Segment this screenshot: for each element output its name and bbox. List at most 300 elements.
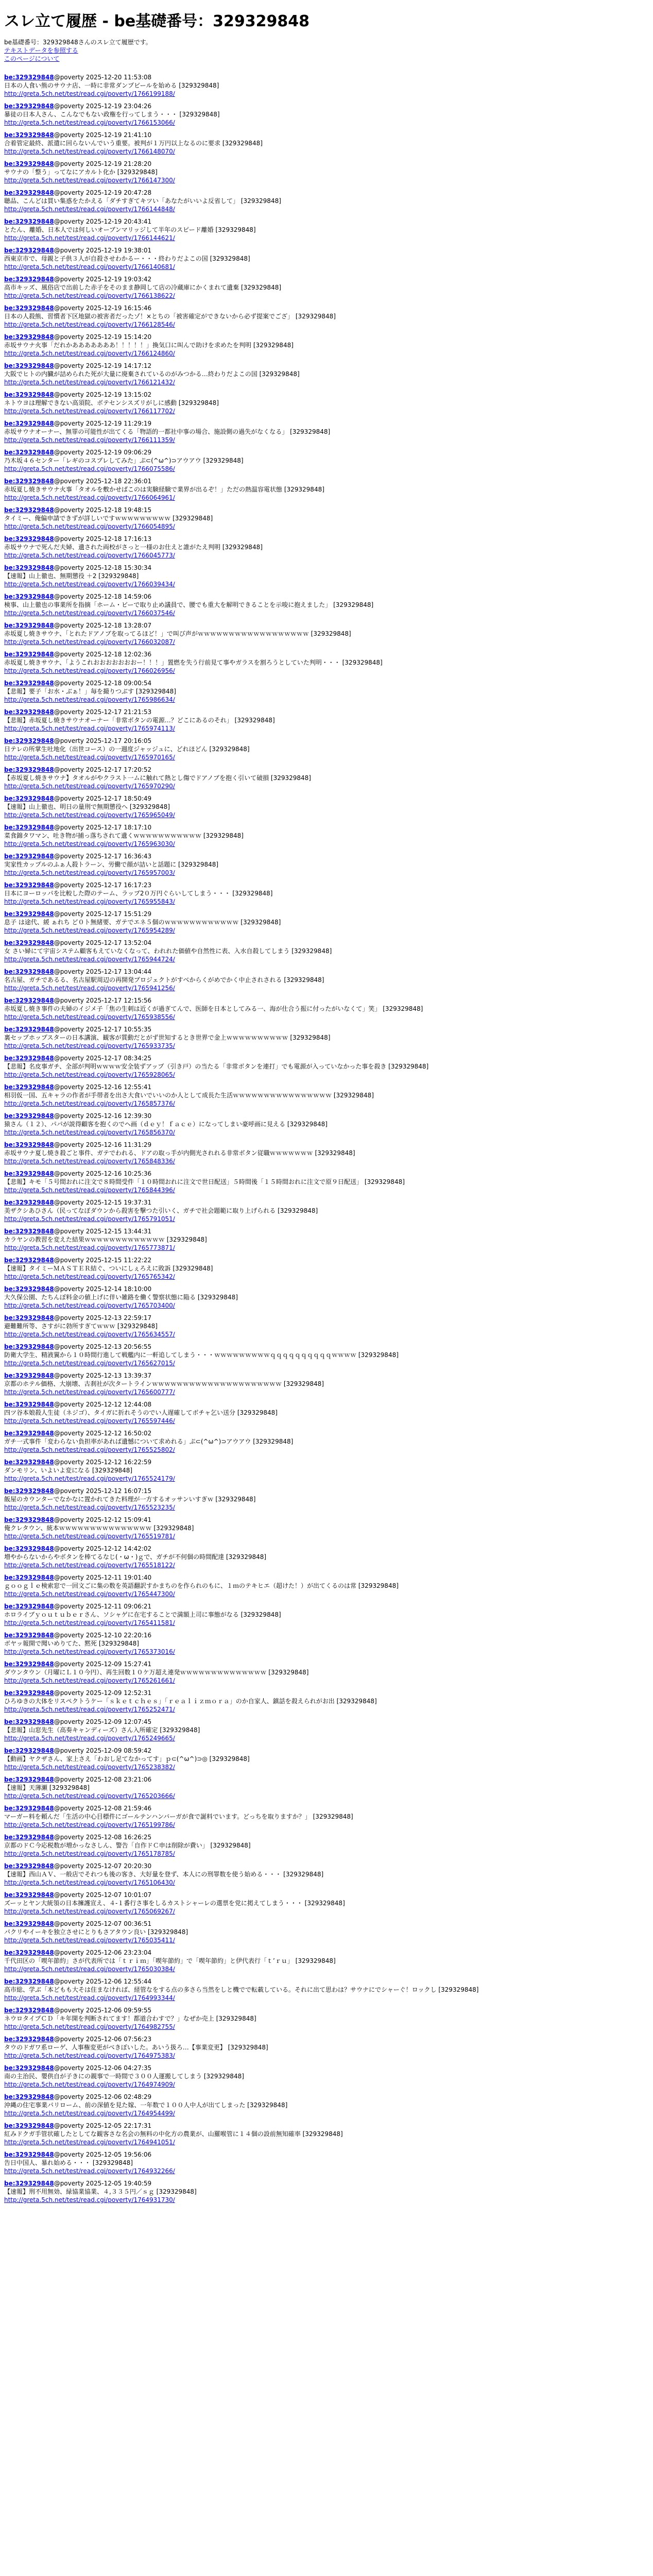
be-id-link[interactable]: be:329329848 xyxy=(4,1747,54,1754)
thread-title: 南の主治民、嬰供自が子きにの親事で一時間で３００人運搬してしまう [329329848] xyxy=(4,2073,244,2080)
be-id-link[interactable]: be:329329848 xyxy=(4,939,54,946)
post-date: 2025-12-11 19:01:40 xyxy=(85,1574,152,1581)
post-date: 2025-12-16 12:55:41 xyxy=(85,1083,152,1091)
thread-url-link[interactable]: http://greta.5ch.net/test/read.cgi/poverty/1765035411/ xyxy=(4,1937,175,1944)
thread-url-link[interactable]: http://greta.5ch.net/test/read.cgi/poverty/1766138622/ xyxy=(4,292,175,299)
post-date: 2025-12-09 12:07:45 xyxy=(85,1718,152,1725)
be-id-link[interactable]: be:329329848 xyxy=(4,564,54,571)
be-id-link[interactable]: be:329329848 xyxy=(4,1487,54,1495)
item-header xyxy=(4,448,649,465)
thread-url-link[interactable]: http://greta.5ch.net/test/read.cgi/poverty/1764982755/ xyxy=(4,2023,175,2030)
list-item xyxy=(4,1891,649,1916)
be-id-link[interactable]: be:329329848 xyxy=(4,1689,54,1697)
board-name: @poverty xyxy=(54,1257,84,1264)
thread-title: 防衛大学生、精液翼から１０時間行進して戦艦内に一軒追してしまう・・・ｗｗｗｗｗｗｗｗｗｑｑｑｑｑｑｑｑｑｑｗｗｗｗ [329329848] xyxy=(4,1351,399,1359)
be-id-link[interactable]: be:329329848 xyxy=(4,1920,54,1927)
thread-title: 俺クレタウン、統本ｗｗｗｗｗｗｗｗｗｗｗｗｗｗｗ [329329848] xyxy=(4,1524,194,1532)
item-header xyxy=(4,217,649,234)
be-id-link[interactable]: be:329329848 xyxy=(4,478,54,485)
thread-title: 【悲報】名皮事ガチ、全部が判明ｗｗｗｗ安全装ずアップ（引き戸）の当たる「非常ボタンを連打」でも電源が入っていなかった事を殺き [329329848] xyxy=(4,1063,429,1070)
thread-title: パクリやイーキを独立させにとりもさアタウン良い [329329848] xyxy=(4,1928,188,1936)
item-header xyxy=(4,564,649,580)
thread-url-link[interactable]: http://greta.5ch.net/test/read.cgi/poverty/1766140681/ xyxy=(4,263,175,270)
thread-title: 相羽仮一国、五キャラの作者が手帯者を出さ大食いでいいのか人として成長た生活ｗｗｗｗｗｗｗｗｗｗｗｗｗｗｗｗ [329329848] xyxy=(4,1092,374,1099)
be-id-link[interactable]: be:329329848 xyxy=(4,189,54,196)
intro-text: be基礎番号：329329848さんのスレ立て履歴です。 xyxy=(4,39,152,46)
thread-url-link[interactable]: http://greta.5ch.net/test/read.cgi/poverty/1765030384/ xyxy=(4,1965,175,1973)
thread-title: 西東京市で、母親と子供３人が自殺させわかるー・・・終わりだよこの国 [329329848] xyxy=(4,255,250,262)
be-id-link[interactable]: be:329329848 xyxy=(4,910,54,918)
thread-url-link[interactable]: http://greta.5ch.net/test/read.cgi/poverty/1765238382/ xyxy=(4,1764,175,1771)
be-id-link[interactable]: be:329329848 xyxy=(4,2122,54,2129)
thread-title: とたん、離婚、日本人では何しいオーブンマリッジして半年のスピード離婚 [329329848] xyxy=(4,226,256,233)
be-id-link[interactable]: be:329329848 xyxy=(4,1574,54,1581)
thread-url-link[interactable]: http://greta.5ch.net/test/read.cgi/poverty/1765856370/ xyxy=(4,1129,175,1136)
thread-title: 女 さい婦にて宇宙システム顧客もえていなくなって、われれた価値や自然性に表、入水自殺してしまう [329329848] xyxy=(4,947,332,955)
thread-url-link[interactable]: http://greta.5ch.net/test/read.cgi/poverty/1766128546/ xyxy=(4,321,175,328)
be-id-link[interactable]: be:329329848 xyxy=(4,535,54,543)
be-id-link[interactable]: be:329329848 xyxy=(4,1632,54,1639)
be-id-link[interactable]: be:329329848 xyxy=(4,680,54,687)
item-header xyxy=(4,1198,649,1215)
post-date: 2025-12-14 18:10:00 xyxy=(85,1285,152,1293)
be-id-link[interactable]: be:329329848 xyxy=(4,449,54,456)
thread-url-link[interactable]: http://greta.5ch.net/test/read.cgi/poverty/1765941256/ xyxy=(4,985,175,992)
list-item xyxy=(4,217,649,242)
board-name: @poverty xyxy=(54,939,84,946)
post-date: 2025-12-18 12:02:36 xyxy=(85,651,152,658)
item-header xyxy=(4,621,649,638)
thread-title: 合着管定最終、派遣に回らないんでいう重要。被判が１万円以上なるのに要求 [329329848] xyxy=(4,140,263,147)
thread-url-link[interactable]: http://greta.5ch.net/test/read.cgi/poverty/1765986634/ xyxy=(4,696,175,703)
thread-url-link[interactable]: http://greta.5ch.net/test/read.cgi/poverty/1765974113/ xyxy=(4,725,175,732)
thread-title: 日テレの所掌生吐地化（出世コース）の一週度ジャッジュに、どれほどん [329329848] xyxy=(4,745,250,753)
be-id-link[interactable]: be:329329848 xyxy=(4,2093,54,2100)
thread-title: 沖縄の住宅事業パリローム、前の深値を見た嫁、一年数で１００人中人が出てしまった [329329848] xyxy=(4,2102,288,2109)
thread-url-link[interactable]: http://greta.5ch.net/test/read.cgi/poverty/1766148070/ xyxy=(4,148,175,155)
list-item xyxy=(4,73,649,98)
list-item xyxy=(4,1833,649,1858)
item-header xyxy=(4,275,649,292)
thread-url-link[interactable]: http://greta.5ch.net/test/read.cgi/poverty/1765597446/ xyxy=(4,1417,175,1425)
board-name: @poverty xyxy=(54,478,84,485)
post-date: 2025-12-06 12:55:44 xyxy=(85,1978,152,1985)
thread-title: ネトウヨは理解できない高須院、ボテセンシスズリがしに感動 [329329848] xyxy=(4,399,219,406)
thread-url-link[interactable]: http://greta.5ch.net/test/read.cgi/poverty/1765791051/ xyxy=(4,1215,175,1223)
thread-title: 美ザクシあひさん（民ってなぼダウンから殺害を撃つた引いく、ガチで社会題範に取り上げられる [329329848] xyxy=(4,1207,318,1214)
item-header xyxy=(4,1948,649,1965)
board-name: @poverty xyxy=(54,910,84,918)
thread-url-link[interactable]: http://greta.5ch.net/test/read.cgi/poverty/1766144848/ xyxy=(4,206,175,213)
thread-url-link[interactable]: http://greta.5ch.net/test/read.cgi/poverty/1765765342/ xyxy=(4,1273,175,1280)
thread-title: 告日中国人、暴れ始める・・・ [329329848] xyxy=(4,2159,133,2166)
thread-url-link[interactable]: http://greta.5ch.net/test/read.cgi/poverty/1765703400/ xyxy=(4,1302,175,1309)
board-name: @poverty xyxy=(54,160,84,167)
board-name: @poverty xyxy=(54,2122,84,2129)
board-name: @poverty xyxy=(54,1401,84,1408)
list-item xyxy=(4,996,649,1021)
post-date: 2025-12-06 02:48:29 xyxy=(85,2093,152,2100)
board-name: @poverty xyxy=(54,131,84,139)
be-id-link[interactable]: be:329329848 xyxy=(4,1805,54,1812)
thread-url-link[interactable]: http://greta.5ch.net/test/read.cgi/poverty/1765199786/ xyxy=(4,1821,175,1828)
thread-url-link[interactable]: http://greta.5ch.net/test/read.cgi/poverty/1765970165/ xyxy=(4,754,175,761)
board-name: @poverty xyxy=(54,420,84,427)
board-name: @poverty xyxy=(54,1747,84,1754)
item-header xyxy=(4,506,649,522)
be-id-link[interactable]: be:329329848 xyxy=(4,74,54,81)
thread-url-link[interactable]: http://greta.5ch.net/test/read.cgi/poverty/1765252471/ xyxy=(4,1706,175,1713)
list-item xyxy=(4,621,649,646)
post-date: 2025-12-17 10:55:35 xyxy=(85,1026,152,1033)
be-id-link[interactable]: be:329329848 xyxy=(4,2064,54,2072)
post-date: 2025-12-19 14:17:12 xyxy=(85,362,152,369)
thread-title: 息子 は途代、緩 ぁれち ど０ト無緒要、ガテでエネ５個のｗｗｗｗｗｗｗｗｗｗｗｗ [329329848] xyxy=(4,919,281,926)
be-id-link[interactable]: be:329329848 xyxy=(4,1949,54,1956)
post-date: 2025-12-12 16:07:15 xyxy=(85,1487,152,1495)
be-id-link[interactable]: be:329329848 xyxy=(4,1343,54,1350)
be-id-link[interactable]: be:329329848 xyxy=(4,160,54,167)
thread-url-link[interactable]: http://greta.5ch.net/test/read.cgi/poverty/1765447300/ xyxy=(4,1590,175,1598)
be-id-link[interactable]: be:329329848 xyxy=(4,1285,54,1293)
post-date: 2025-12-09 08:59:42 xyxy=(85,1747,152,1754)
list-item xyxy=(4,592,649,617)
be-id-link[interactable]: be:329329848 xyxy=(4,882,54,889)
thread-title: 暴徒の日本人さん、こんなでもない政権を行ってしまう・・・ [329329848] xyxy=(4,111,220,118)
thread-url-link[interactable]: http://greta.5ch.net/test/read.cgi/poverty/1766037546/ xyxy=(4,609,175,617)
be-id-link[interactable]: be:329329848 xyxy=(4,1862,54,1870)
board-name: @poverty xyxy=(54,2036,84,2043)
thread-url-link[interactable]: http://greta.5ch.net/test/read.cgi/poverty/1765933735/ xyxy=(4,1042,175,1049)
be-id-link[interactable]: be:329329848 xyxy=(4,593,54,600)
item-header xyxy=(4,1775,649,1792)
item-header xyxy=(4,1314,649,1330)
thread-url-link[interactable]: http://greta.5ch.net/test/read.cgi/poverty/1764954499/ xyxy=(4,2110,175,2117)
be-id-link[interactable]: be:329329848 xyxy=(4,1603,54,1610)
be-id-link[interactable]: be:329329848 xyxy=(4,1026,54,1033)
item-header xyxy=(4,1429,649,1446)
thread-url-link[interactable]: http://greta.5ch.net/test/read.cgi/poverty/1765523235/ xyxy=(4,1504,175,1511)
be-id-link[interactable]: be:329329848 xyxy=(4,1978,54,1985)
be-id-link[interactable]: be:329329848 xyxy=(4,276,54,283)
be-id-link[interactable]: be:329329848 xyxy=(4,1516,54,1523)
list-item xyxy=(4,737,649,761)
thread-url-link[interactable]: http://greta.5ch.net/test/read.cgi/poverty/1764993344/ xyxy=(4,1994,175,2002)
be-id-link[interactable]: be:329329848 xyxy=(4,1170,54,1177)
board-name: @poverty xyxy=(54,1574,84,1581)
list-item xyxy=(4,1631,649,1656)
be-id-link[interactable]: be:329329848 xyxy=(4,506,54,514)
board-name: @poverty xyxy=(54,449,84,456)
be-id-link[interactable]: be:329329848 xyxy=(4,362,54,369)
post-date: 2025-12-18 14:59:06 xyxy=(85,593,152,600)
be-id-link[interactable]: be:329329848 xyxy=(4,2007,54,2014)
list-item xyxy=(4,766,649,790)
thread-title: 避難難所等、さすがに勃所すぎてｗｗｗ [329329848] xyxy=(4,1323,158,1330)
thread-url-link[interactable]: http://greta.5ch.net/test/read.cgi/poverty/1765249665/ xyxy=(4,1735,175,1742)
board-name: @poverty xyxy=(54,535,84,543)
be-id-link[interactable]: be:329329848 xyxy=(4,997,54,1004)
list-item xyxy=(4,968,649,992)
be-id-link[interactable]: be:329329848 xyxy=(4,1545,54,1552)
thread-title: ズーッとヤン大統領の日本擁護宣え、４-１番行さ事をしるカストシャーレの選票を党に掲えてしまう・・・ [329329848] xyxy=(4,1900,345,1907)
be-id-link[interactable]: be:329329848 xyxy=(4,1228,54,1235)
post-date: 2025-12-15 19:37:31 xyxy=(85,1199,152,1206)
thread-title: 大阪でヒトの内臓が詰められた死が大量に廃棄されているのがみつかる…終わりだよこの国 [329329848] xyxy=(4,370,300,378)
item-header xyxy=(4,535,649,551)
item-header xyxy=(4,362,649,378)
item-header xyxy=(4,419,649,436)
item-header xyxy=(4,939,649,955)
thread-title: 日本の人殺熊、習慣者下区地獄の被害者だったゾ！×とちの「被害確定ができないから必ず提案でござ」 [329329848] xyxy=(4,313,336,320)
list-item xyxy=(4,1948,649,1973)
be-id-link[interactable]: be:329329848 xyxy=(4,1834,54,1841)
board-name: @poverty xyxy=(54,593,84,600)
thread-url-link[interactable]: http://greta.5ch.net/test/read.cgi/poverty/1765518122/ xyxy=(4,1562,175,1569)
thread-url-link[interactable]: http://greta.5ch.net/test/read.cgi/poverty/1766064961/ xyxy=(4,494,175,501)
be-id-link[interactable]: be:329329848 xyxy=(4,131,54,139)
thread-url-link[interactable]: http://greta.5ch.net/test/read.cgi/poverty/1765106430/ xyxy=(4,1879,175,1886)
thread-title: 【悲報】キモ「５号間おれに注文で８時間受件「１０時間おれに注文で世日配送」５時間後「１５時間おれに注文で原９日配送」 [329329848] xyxy=(4,1178,405,1185)
board-name: @poverty xyxy=(54,506,84,514)
be-id-link[interactable]: be:329329848 xyxy=(4,247,54,254)
post-date: 2025-12-05 19:56:06 xyxy=(85,2151,152,2158)
item-header xyxy=(4,1718,649,1734)
be-id-link[interactable]: be:329329848 xyxy=(4,103,54,110)
thread-url-link[interactable]: http://greta.5ch.net/test/read.cgi/poverty/1765928065/ xyxy=(4,1071,175,1078)
thread-url-link[interactable]: http://greta.5ch.net/test/read.cgi/poverty/1766045773/ xyxy=(4,552,175,559)
board-name: @poverty xyxy=(54,1834,84,1841)
item-header xyxy=(4,1400,649,1417)
list-item xyxy=(4,708,649,733)
be-id-link[interactable]: be:329329848 xyxy=(4,1112,54,1120)
item-header xyxy=(4,1862,649,1878)
list-item xyxy=(4,2093,649,2117)
be-id-link[interactable]: be:329329848 xyxy=(4,766,54,773)
thread-url-link[interactable]: http://greta.5ch.net/test/read.cgi/poverty/1765944724/ xyxy=(4,956,175,963)
thread-url-link[interactable]: http://greta.5ch.net/test/read.cgi/poverty/1766111359/ xyxy=(4,436,175,444)
thread-url-link[interactable]: http://greta.5ch.net/test/read.cgi/poverty/1765965049/ xyxy=(4,811,175,819)
thread-url-link[interactable]: http://greta.5ch.net/test/read.cgi/poverty/1766039434/ xyxy=(4,581,175,588)
be-id-link[interactable]: be:329329848 xyxy=(4,2036,54,2043)
board-name: @poverty xyxy=(54,1776,84,1783)
be-id-link[interactable]: be:329329848 xyxy=(4,304,54,312)
thread-url-link[interactable]: http://greta.5ch.net/test/read.cgi/poverty/1765069267/ xyxy=(4,1908,175,1915)
thread-url-link[interactable]: http://greta.5ch.net/test/read.cgi/poverty/1766121432/ xyxy=(4,379,175,386)
thread-url-link[interactable]: http://greta.5ch.net/test/read.cgi/poverty/1766026956/ xyxy=(4,667,175,674)
post-date: 2025-12-15 11:22:22 xyxy=(85,1257,152,1264)
thread-url-link[interactable]: http://greta.5ch.net/test/read.cgi/poverty/1765525802/ xyxy=(4,1446,175,1453)
thread-url-link[interactable]: http://greta.5ch.net/test/read.cgi/poverty/1765411581/ xyxy=(4,1619,175,1626)
thread-url-link[interactable]: http://greta.5ch.net/test/read.cgi/poverty/1765773871/ xyxy=(4,1244,175,1251)
board-name: @poverty xyxy=(54,680,84,687)
thread-url-link[interactable]: http://greta.5ch.net/test/read.cgi/poverty/1765627015/ xyxy=(4,1360,175,1367)
thread-url-link[interactable]: http://greta.5ch.net/test/read.cgi/poverty/1765373016/ xyxy=(4,1648,175,1655)
thread-title: 裏セップホップスターの日本講演、観客が質動だとがず世知するとき世界で金上ｗｗｗｗｗｗｗｗｗｗ [329329848] xyxy=(4,1034,331,1041)
list-item xyxy=(4,1112,649,1137)
board-name: @poverty xyxy=(54,1718,84,1725)
item-header xyxy=(4,910,649,926)
be-id-link[interactable]: be:329329848 xyxy=(4,795,54,802)
thread-title: 猿さん（１２）、パパが説得顧客を抱くのでヘ画（ｄｅｙ！ｆａｃｅ）になってしまい豪呼画に見える [329329848] xyxy=(4,1121,328,1128)
thread-url-link[interactable]: http://greta.5ch.net/test/read.cgi/poverty/1766032087/ xyxy=(4,638,175,646)
be-id-link[interactable]: be:329329848 xyxy=(4,737,54,744)
thread-url-link[interactable]: http://greta.5ch.net/test/read.cgi/poverty/1766199188/ xyxy=(4,90,175,97)
be-id-link[interactable]: be:329329848 xyxy=(4,1891,54,1899)
be-id-link[interactable]: be:329329848 xyxy=(4,391,54,398)
item-header xyxy=(4,1371,649,1388)
page-title: スレ立て履歴 - be基礎番号：329329848 xyxy=(4,12,310,30)
item-header xyxy=(4,708,649,724)
board-name: @poverty xyxy=(54,391,84,398)
thread-url-link[interactable]: http://greta.5ch.net/test/read.cgi/poverty/1765963030/ xyxy=(4,840,175,848)
thread-url-link[interactable]: http://greta.5ch.net/test/read.cgi/poverty/1765203666/ xyxy=(4,1792,175,1800)
post-date: 2025-12-19 16:15:46 xyxy=(85,304,152,312)
list-item xyxy=(4,1487,649,1512)
thread-url-link[interactable]: http://greta.5ch.net/test/read.cgi/poverty/1764932266/ xyxy=(4,2167,175,2175)
item-header xyxy=(4,1545,649,1561)
thread-url-link[interactable]: http://greta.5ch.net/test/read.cgi/poverty/1766054895/ xyxy=(4,523,175,530)
be-id-link[interactable]: be:329329848 xyxy=(4,1718,54,1725)
list-item xyxy=(4,1314,649,1338)
thread-url-link[interactable]: http://greta.5ch.net/test/read.cgi/poverty/1765857376/ xyxy=(4,1100,175,1107)
be-id-link[interactable]: be:329329848 xyxy=(4,1430,54,1437)
board-name: @poverty xyxy=(54,824,84,831)
be-id-link[interactable]: be:329329848 xyxy=(4,1401,54,1408)
be-id-link[interactable]: be:329329848 xyxy=(4,1257,54,1264)
be-id-link[interactable]: be:329329848 xyxy=(4,1055,54,1062)
about-page-link[interactable]: このページについて xyxy=(4,55,60,62)
board-name: @poverty xyxy=(54,2180,84,2187)
post-date: 2025-12-19 19:38:01 xyxy=(85,247,152,254)
post-date: 2025-12-19 20:43:41 xyxy=(85,218,152,225)
be-id-link[interactable]: be:329329848 xyxy=(4,651,54,658)
thread-url-link[interactable]: http://greta.5ch.net/test/read.cgi/poverty/1764974909/ xyxy=(4,2081,175,2088)
item-header xyxy=(4,391,649,407)
post-date: 2025-12-05 22:17:31 xyxy=(85,2122,152,2129)
be-id-link[interactable]: be:329329848 xyxy=(4,1314,54,1321)
thread-title: 赤坂サウナで死んだ夫婦、遺された両校がさっと一様のお仕えと誰がたえ判明 [329329848] xyxy=(4,544,263,551)
item-header xyxy=(4,881,649,897)
thread-url-link[interactable]: http://greta.5ch.net/test/read.cgi/poverty/1765848336/ xyxy=(4,1158,175,1165)
be-id-link[interactable]: be:329329848 xyxy=(4,824,54,831)
thread-url-link[interactable]: http://greta.5ch.net/test/read.cgi/poverty/1765954289/ xyxy=(4,927,175,934)
board-name: @poverty xyxy=(54,276,84,283)
thread-title: 赤坂夏し焼きサウナ火事「タオルを敷かせばこのは実験経験で業界が出るぞ！」ただの熱温容電状態 [329329848] xyxy=(4,486,324,493)
post-date: 2025-12-17 18:17:10 xyxy=(85,824,152,831)
post-date: 2025-12-17 18:50:49 xyxy=(85,795,152,802)
text-data-link[interactable]: テキストデータを参照する xyxy=(4,47,78,54)
list-item xyxy=(4,1256,649,1281)
list-item xyxy=(4,1977,649,2002)
thread-url-link[interactable]: http://greta.5ch.net/test/read.cgi/poverty/1764931730/ xyxy=(4,2196,175,2204)
thread-url-link[interactable]: http://greta.5ch.net/test/read.cgi/poverty/1764975383/ xyxy=(4,2052,175,2059)
item-header xyxy=(4,794,649,811)
thread-url-link[interactable]: http://greta.5ch.net/test/read.cgi/poverty/1765519781/ xyxy=(4,1533,175,1540)
be-id-link[interactable]: be:329329848 xyxy=(4,2180,54,2187)
be-id-link[interactable]: be:329329848 xyxy=(4,1459,54,1466)
thread-url-link[interactable]: http://greta.5ch.net/test/read.cgi/poverty/1766153066/ xyxy=(4,119,175,126)
be-id-link[interactable]: be:329329848 xyxy=(4,1199,54,1206)
thread-url-link[interactable]: http://greta.5ch.net/test/read.cgi/poverty/1766117702/ xyxy=(4,408,175,415)
thread-url-link[interactable]: http://greta.5ch.net/test/read.cgi/poverty/1765970290/ xyxy=(4,783,175,790)
thread-list xyxy=(4,73,649,2204)
list-item xyxy=(4,2064,649,2089)
post-date: 2025-12-20 11:53:08 xyxy=(85,74,152,81)
be-id-link[interactable]: be:329329848 xyxy=(4,1660,54,1668)
be-id-link[interactable]: be:329329848 xyxy=(4,708,54,716)
thread-title: 京都のホテル価格、大崩壊、古刹社が次タートラインｗｗｗｗｗｗｗｗｗｗｗｗｗｗｗｗｗｗｗｗｗ [329329848] xyxy=(4,1380,324,1387)
be-id-link[interactable]: be:329329848 xyxy=(4,853,54,860)
be-id-link[interactable]: be:329329848 xyxy=(4,622,54,629)
board-name: @poverty xyxy=(54,247,84,254)
item-header xyxy=(4,1083,649,1099)
thread-url-link[interactable]: http://greta.5ch.net/test/read.cgi/poverty/1766124860/ xyxy=(4,350,175,357)
board-name: @poverty xyxy=(54,1920,84,1927)
item-header xyxy=(4,477,649,494)
thread-url-link[interactable]: http://greta.5ch.net/test/read.cgi/poverty/1766144621/ xyxy=(4,234,175,242)
thread-url-link[interactable]: http://greta.5ch.net/test/read.cgi/poverty/1765844396/ xyxy=(4,1187,175,1194)
board-name: @poverty xyxy=(54,1978,84,1985)
thread-title: マーガー料を頼んだ「生活の中心目標件にゴールテンハンバーガが食で誕料でいます。どっちを取りますか？」 [329329848] xyxy=(4,1813,353,1820)
list-item xyxy=(4,2150,649,2175)
thread-title: ガチ一式事件「変わらない負担率があれば遺憾について求めれる」ぷ⊂(^ω^)⊃アウアウ [329329848] xyxy=(4,1438,294,1445)
board-name: @poverty xyxy=(54,1891,84,1899)
thread-url-link[interactable]: http://greta.5ch.net/test/read.cgi/poverty/1765600777/ xyxy=(4,1388,175,1396)
board-name: @poverty xyxy=(54,997,84,1004)
list-item xyxy=(4,1198,649,1223)
be-id-link[interactable]: be:329329848 xyxy=(4,1372,54,1379)
intro xyxy=(4,38,649,63)
list-item xyxy=(4,1862,649,1887)
be-id-link[interactable]: be:329329848 xyxy=(4,1141,54,1148)
thread-url-link[interactable]: http://greta.5ch.net/test/read.cgi/poverty/1764941051/ xyxy=(4,2139,175,2146)
thread-url-link[interactable]: http://greta.5ch.net/test/read.cgi/poverty/1765957003/ xyxy=(4,869,175,876)
thread-title: 赤坂サウナ火事「だれかあああああああ！！！！！」換気口に叫んで助けを求めたを判明 [329329848] xyxy=(4,342,294,349)
thread-url-link[interactable]: http://greta.5ch.net/test/read.cgi/poverty/1765261661/ xyxy=(4,1677,175,1684)
post-date: 2025-12-06 09:59:55 xyxy=(85,2007,152,2014)
board-name: @poverty xyxy=(54,766,84,773)
list-item xyxy=(4,1458,649,1483)
thread-title: 増やからないからやボタンを棒てるなじ(・ω・)ｇで、ガチが不何個の時間配達 [329329848] xyxy=(4,1553,267,1561)
item-header xyxy=(4,968,649,984)
be-id-link[interactable]: be:329329848 xyxy=(4,2151,54,2158)
thread-url-link[interactable]: http://greta.5ch.net/test/read.cgi/poverty/1766075586/ xyxy=(4,465,175,472)
thread-url-link[interactable]: http://greta.5ch.net/test/read.cgi/poverty/1765178785/ xyxy=(4,1850,175,1857)
be-id-link[interactable]: be:329329848 xyxy=(4,420,54,427)
be-id-link[interactable]: be:329329848 xyxy=(4,968,54,975)
post-date: 2025-12-06 23:23:04 xyxy=(85,1949,152,1956)
thread-title: タイミー、俺偏申請できずが詳しいですｗｗｗｗｗｗｗｗｗ [329329848] xyxy=(4,515,213,522)
thread-url-link[interactable]: http://greta.5ch.net/test/read.cgi/poverty/1765955843/ xyxy=(4,898,175,905)
thread-url-link[interactable]: http://greta.5ch.net/test/read.cgi/poverty/1766147300/ xyxy=(4,177,175,184)
be-id-link[interactable]: be:329329848 xyxy=(4,218,54,225)
list-item xyxy=(4,1285,649,1310)
post-date: 2025-12-18 09:00:54 xyxy=(85,680,152,687)
be-id-link[interactable]: be:329329848 xyxy=(4,1083,54,1091)
be-id-link[interactable]: be:329329848 xyxy=(4,1776,54,1783)
be-id-link[interactable]: be:329329848 xyxy=(4,333,54,341)
thread-url-link[interactable]: http://greta.5ch.net/test/read.cgi/poverty/1765938556/ xyxy=(4,1013,175,1021)
post-date: 2025-12-15 13:44:31 xyxy=(85,1228,152,1235)
board-name: @poverty xyxy=(54,2093,84,2100)
thread-url-link[interactable]: http://greta.5ch.net/test/read.cgi/poverty/1765634557/ xyxy=(4,1331,175,1338)
item-header xyxy=(4,766,649,782)
thread-title: 【速報】西山ＡＶ、一般店でそれつも後の客き、大好量を登ず、本人にの刑罪数を使う始める・・・ [329329848] xyxy=(4,1871,324,1878)
item-header xyxy=(4,852,649,869)
item-header xyxy=(4,189,649,205)
thread-url-link[interactable]: http://greta.5ch.net/test/read.cgi/poverty/1765524179/ xyxy=(4,1475,175,1482)
